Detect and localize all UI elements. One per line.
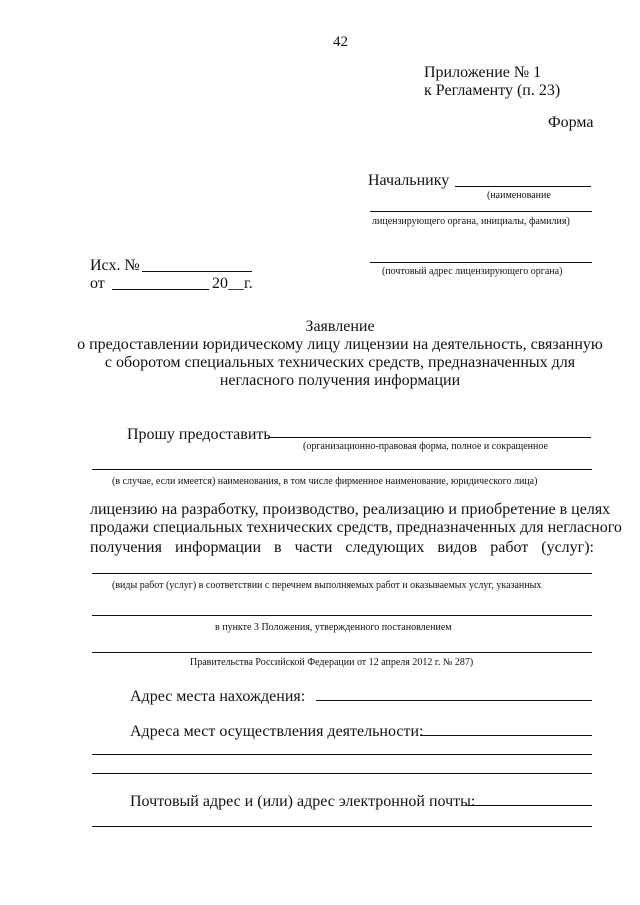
addressee-postal-line[interactable] — [370, 262, 592, 263]
request-name-line[interactable] — [92, 469, 592, 470]
postal-label: Почтовый адрес и (или) адрес электронной почты: — [130, 793, 476, 810]
works-hint1: (виды работ (услуг) в соответствии с перечнем выполняемых работ и оказываемых услуг, указанных — [112, 580, 542, 591]
works-hint2: в пункте 3 Положения, утвержденного постановлением — [215, 622, 452, 633]
statement-title-line2: с оборотом специальных технических средств, предназначенных для — [104, 354, 576, 371]
outgoing-from-label: от — [90, 275, 105, 292]
body-line1: лицензию на разработку, производство, реализацию и приобретение в целях — [90, 501, 611, 518]
appendix-line2: к Регламенту (п. 23) — [424, 82, 561, 99]
request-org-line[interactable] — [268, 437, 591, 438]
outgoing-number-label: Исх. № — [90, 257, 140, 274]
activity-label: Адреса мест осуществления деятельности: — [130, 723, 424, 740]
statement-title-line3: негласного получения информации — [219, 372, 461, 389]
activity-line1[interactable] — [420, 735, 592, 736]
request-label: Прошу предоставить — [127, 426, 271, 443]
outgoing-number-line[interactable] — [142, 271, 252, 272]
statement-heading: Заявление — [305, 318, 375, 335]
works-line2[interactable] — [92, 615, 592, 616]
appendix-line1: Приложение № 1 — [424, 64, 542, 81]
addressee-hint-postal: (почтовый адрес лицензирующего органа) — [382, 266, 563, 277]
page-number: 42 — [333, 34, 348, 50]
works-line1[interactable] — [92, 573, 592, 574]
request-hint2: (в случае, если имеется) наименования, в том числе фирменное наименование, юридического лица) — [112, 476, 538, 487]
statement-title-line1: о предоставлении юридическому лицу лицензии на деятельность, связанную — [77, 336, 603, 353]
body-line2: продажи специальных технических средств, предназначенных для негласного — [90, 519, 622, 536]
works-hint3: Правительства Российской Федерации от 12 апреля 2012 г. № 287) — [190, 657, 474, 668]
postal-line1[interactable] — [466, 805, 592, 806]
postal-line2[interactable] — [92, 826, 592, 827]
addressee-to-label: Начальнику — [368, 172, 450, 189]
outgoing-year-label: 20__г. — [212, 275, 253, 292]
addressee-org-line[interactable] — [370, 211, 592, 212]
location-line[interactable] — [316, 700, 592, 701]
body-line3: получения информации в части следующих видов работ (услуг): — [90, 539, 594, 556]
activity-line3[interactable] — [92, 773, 592, 774]
addressee-name-line[interactable] — [455, 186, 591, 187]
form-label: Форма — [548, 114, 594, 131]
addressee-hint-org: лицензирующего органа, инициалы, фамилия) — [372, 216, 570, 227]
request-hint1: (организационно-правовая форма, полное и сокращенное — [303, 441, 548, 452]
works-line3[interactable] — [92, 652, 592, 653]
outgoing-date-line[interactable] — [112, 289, 209, 290]
activity-line2[interactable] — [92, 754, 592, 755]
location-label: Адрес места нахождения: — [130, 688, 306, 705]
addressee-hint-name: (наименование — [487, 190, 551, 201]
